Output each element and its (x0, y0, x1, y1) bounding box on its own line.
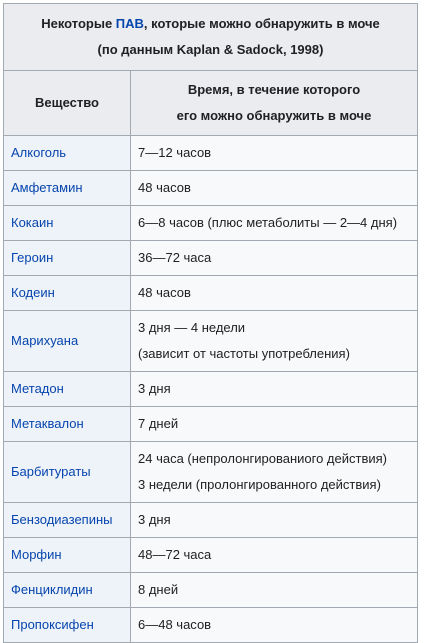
table-row (4, 171, 418, 206)
substance-link[interactable]: Алкоголь (11, 145, 67, 161)
time-value-secondary: 3 недели (пролонгированного действия) (138, 477, 381, 492)
substance-link[interactable]: Фенциклидин (11, 582, 93, 598)
substance-link[interactable]: Пропоксифен (11, 617, 94, 633)
caption-prefix: Некоторые (41, 16, 116, 31)
substance-cell (4, 372, 131, 407)
table-row (4, 442, 418, 503)
substance-link[interactable]: Марихуана (11, 333, 79, 349)
header-time-line2: его можно обнаружить в моче (176, 108, 372, 123)
substance-cell (4, 241, 131, 276)
substance-cell (4, 311, 131, 372)
caption-suffix: , которые можно обнаружить в моче (143, 16, 380, 31)
substance-cell (4, 407, 131, 442)
substance-cell (4, 206, 131, 241)
time-value: 48—72 часа (138, 547, 212, 562)
substance-link[interactable]: Кокаин (11, 215, 54, 231)
time-note: (зависит от частоты употребления) (138, 346, 350, 361)
time-cell (131, 311, 418, 372)
table-row (4, 407, 418, 442)
substance-cell (4, 171, 131, 206)
time-cell (131, 136, 418, 171)
substance-link[interactable]: Метаквалон (11, 416, 84, 432)
substance-cell (4, 503, 131, 538)
table-row (4, 241, 418, 276)
table-row (4, 311, 418, 372)
substance-link[interactable]: Героин (11, 250, 54, 266)
time-cell (131, 372, 418, 407)
time-value: 7—12 часов (138, 145, 212, 160)
substance-cell (4, 538, 131, 573)
time-cell (131, 276, 418, 311)
substance-link[interactable]: Морфин (11, 547, 62, 563)
header-substance: Вещество (4, 71, 131, 136)
time-cell (131, 573, 418, 608)
time-cell (131, 608, 418, 643)
time-cell (131, 241, 418, 276)
time-cell (131, 206, 418, 241)
substance-link[interactable]: Бензодиазепины (11, 512, 113, 528)
substance-link[interactable]: Метадон (11, 381, 64, 397)
substance-cell (4, 608, 131, 643)
substance-link[interactable]: Барбитураты (11, 464, 91, 480)
table-container (3, 3, 418, 643)
time-value: 6—48 часов (138, 617, 212, 632)
time-value: 7 дней (138, 416, 179, 431)
time-value: 48 часов (138, 285, 191, 300)
substance-link[interactable]: Кодеин (11, 285, 55, 301)
table-body (4, 136, 418, 643)
time-value: 6—8 часов (плюс метаболиты — 2—4 дня) (138, 215, 398, 230)
urine-detection-table (3, 3, 418, 643)
header-time-line1: Время, в течение которого (187, 82, 361, 97)
table-row (4, 503, 418, 538)
time-value: 3 дня (138, 381, 171, 396)
substance-cell (4, 442, 131, 503)
table-row (4, 206, 418, 241)
substance-cell (4, 573, 131, 608)
substance-cell (4, 276, 131, 311)
substance-cell (4, 136, 131, 171)
time-cell (131, 503, 418, 538)
header-time (131, 71, 418, 136)
time-cell (131, 171, 418, 206)
substance-link[interactable]: Амфетамин (11, 180, 83, 196)
header-row (4, 71, 418, 136)
table-row (4, 276, 418, 311)
caption-source: (по данным Kaplan & Sadock, 1998) (97, 42, 324, 57)
time-value: 8 дней (138, 582, 179, 597)
time-cell (131, 442, 418, 503)
table-row (4, 372, 418, 407)
time-value: 3 дня (138, 512, 171, 527)
time-value: 36—72 часа (138, 250, 212, 265)
time-value: 3 дня — 4 недели (138, 320, 246, 335)
table-row (4, 608, 418, 643)
time-cell (131, 407, 418, 442)
time-value: 24 часа (непролонгированиого действия) (138, 451, 387, 466)
time-cell (131, 538, 418, 573)
time-value: 48 часов (138, 180, 191, 195)
table-row (4, 136, 418, 171)
table-caption (3, 3, 418, 70)
table-row (4, 573, 418, 608)
caption-link-pav[interactable]: ПАВ (115, 16, 144, 31)
table-row (4, 538, 418, 573)
